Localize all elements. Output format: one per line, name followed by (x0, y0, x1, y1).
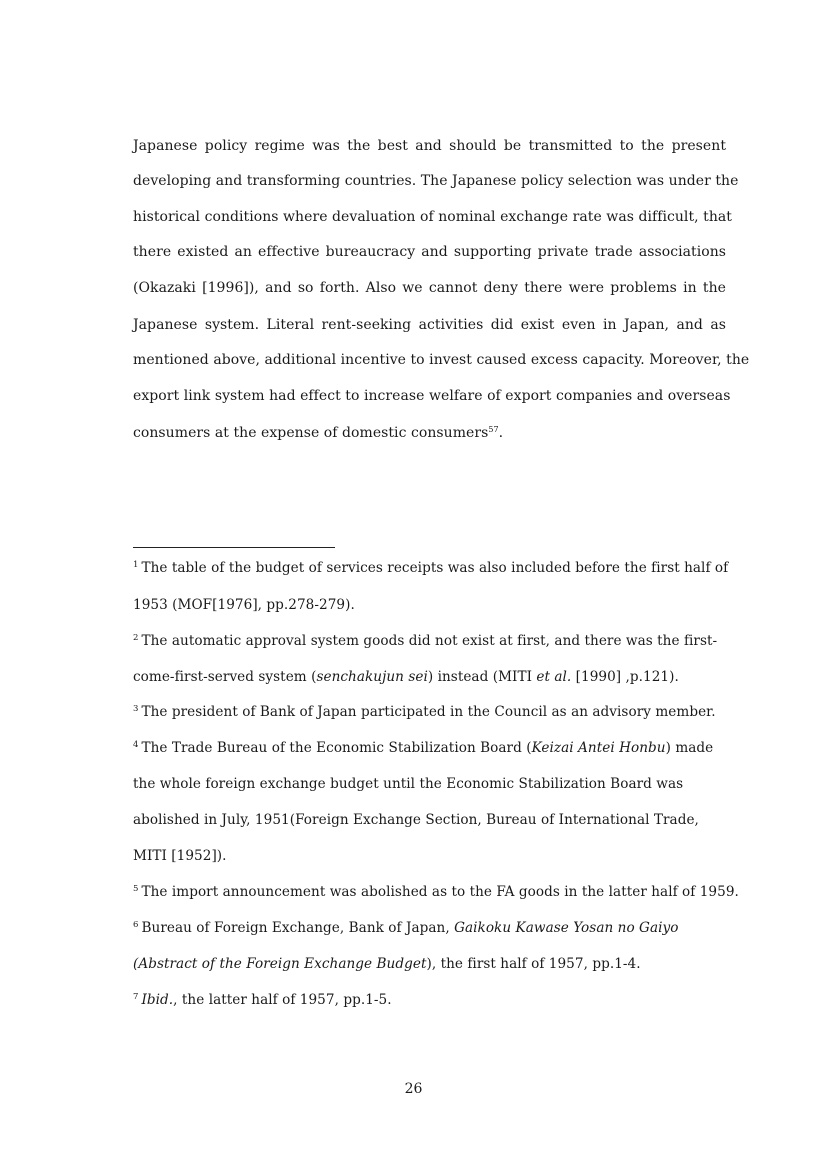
footnote-3-mark: 3 (133, 704, 139, 714)
footnote-4-italic: Keizai Antei Honbu (531, 740, 666, 756)
footnote-1-cont: 1953 (MOF[1976], pp.278-279). (133, 597, 355, 613)
footnote-2-text-b-pre: come-first-served system ( (133, 669, 317, 685)
body-line-3: historical conditions where devaluation of nominal exchange rate was difficult, that (133, 209, 732, 225)
footnote-4-mark: 4 (133, 740, 139, 750)
footnote-6-italic-2: (Abstract of the Foreign Exchange Budget (133, 956, 427, 972)
footnote-6-italic: Gaikoku Kawase Yosan no Gaiyo (454, 920, 679, 936)
footnote-6-text-a-pre: Bureau of Foreign Exchange, Bank of Japan, (141, 920, 455, 936)
footnote-4 (133, 740, 713, 756)
footnote-2-text-b-mid: ) instead (MITI (427, 669, 537, 685)
footnote-4-text-a-post: ) made (665, 740, 714, 756)
footnote-2 (133, 633, 717, 649)
footnote-3-text: The president of Bank of Japan participated in the Council as an advisory member. (141, 704, 716, 720)
footnote-2-cont (133, 669, 679, 685)
body-line-6: Japanese system. Literal rent-seeking activities did exist even in Japan, and as (133, 317, 726, 333)
footnote-separator (133, 547, 335, 548)
body-line-9 (133, 425, 503, 441)
footnote-2-italic: senchakujun sei (316, 669, 428, 685)
footnote-2-italic-2: et al. (536, 669, 572, 685)
page-number: 26 (404, 1081, 423, 1097)
body-line-5: (Okazaki [1996]), and so forth. Also we cannot deny there were problems in the (133, 280, 726, 296)
footnote-6-text-b-post: ), the first half of 1957, pp.1-4. (426, 956, 641, 972)
footnote-5-text: The import announcement was abolished as to the FA goods in the latter half of 1959. (141, 884, 739, 900)
body-last-period: . (498, 425, 504, 441)
footnote-6-cont (133, 956, 641, 972)
body-line-7: mentioned above, additional incentive to invest caused excess capacity. Moreover, the (133, 352, 750, 368)
body-last-text: consumers at the expense of domestic consumers (133, 425, 489, 441)
footnote-4-cont-1: the whole foreign exchange budget until the Economic Stabilization Board was (133, 776, 684, 792)
footnote-ref: 57 (488, 425, 499, 434)
footnote-1-mark: 1 (133, 560, 139, 570)
footnote-5-mark: 5 (133, 884, 139, 894)
footnote-6-mark: 6 (133, 920, 139, 930)
body-line-4: there existed an effective bureaucracy and supporting private trade associations (133, 244, 726, 260)
footnote-5 (133, 884, 739, 900)
footnote-3 (133, 704, 716, 720)
footnote-4-cont-3: MITI [1952]). (133, 848, 227, 864)
footnote-4-text-a-pre: The Trade Bureau of the Economic Stabilization Board ( (141, 740, 532, 756)
footnote-7-italic: Ibid. (141, 992, 174, 1008)
body-line-8: export link system had effect to increase welfare of export companies and overseas (133, 388, 731, 404)
footnote-7-text: , the latter half of 1957, pp.1-5. (173, 992, 392, 1008)
footnote-2-text-b-post: [1990] ,p.121). (571, 669, 679, 685)
footnote-7 (133, 992, 392, 1008)
footnote-7-mark: 7 (133, 992, 139, 1002)
footnote-2-mark: 2 (133, 633, 139, 643)
footnote-4-cont-2: abolished in July, 1951(Foreign Exchange Section, Bureau of International Trade, (133, 812, 699, 828)
footnote-1 (133, 560, 728, 576)
footnote-1-text-a: The table of the budget of services receipts was also included before the first half of (141, 560, 729, 576)
footnote-2-text-a: The automatic approval system goods did not exist at first, and there was the first- (141, 633, 718, 649)
body-line-1: Japanese policy regime was the best and should be transmitted to the present (133, 138, 726, 154)
body-line-2: developing and transforming countries. The Japanese policy selection was under the (133, 173, 739, 189)
footnote-6 (133, 920, 678, 936)
